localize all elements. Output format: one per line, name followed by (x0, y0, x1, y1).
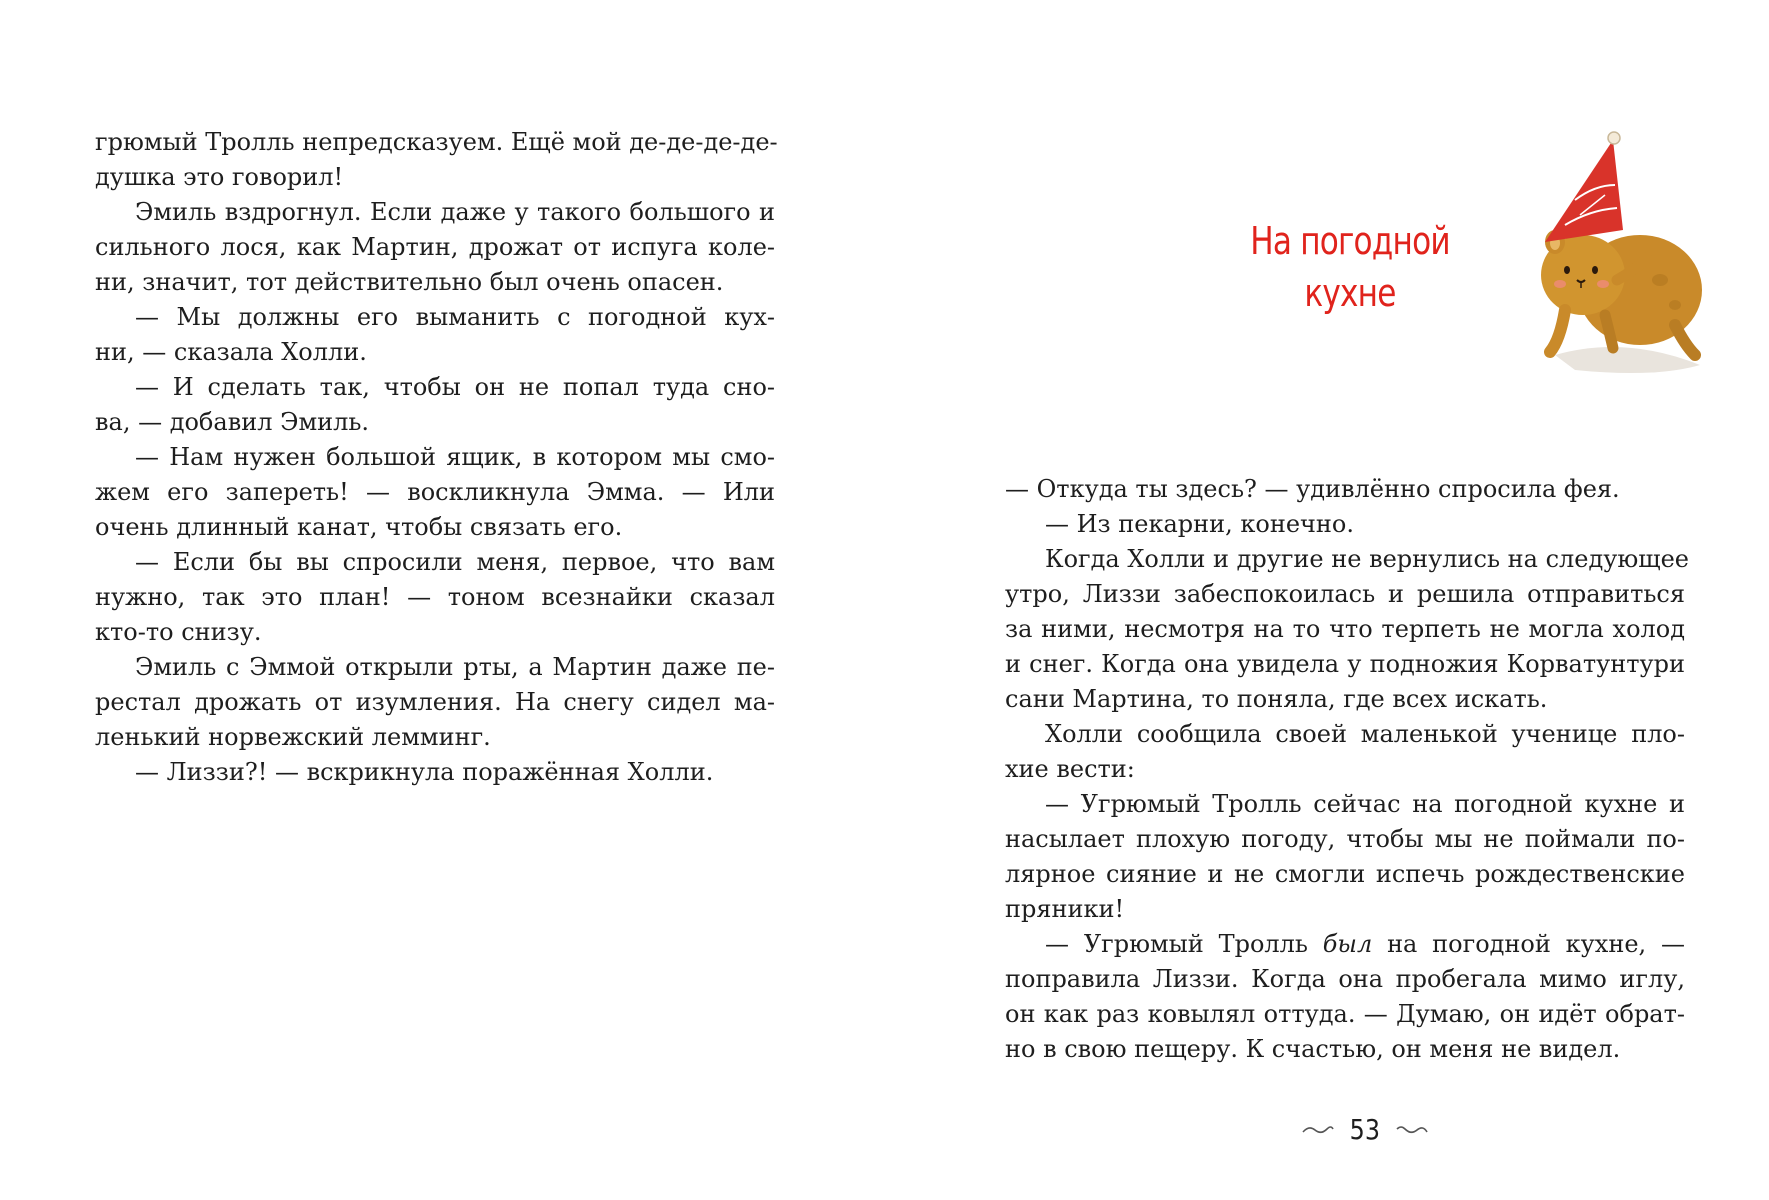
text-line (1005, 927, 1685, 962)
text-line: кто-то снизу. (95, 618, 262, 646)
text-line: пряники! (1005, 895, 1125, 923)
text-line: — Лиззи?! — вскрикнула поражённая Холли. (135, 758, 714, 786)
text-line: — Из пекарни, конечно. (1045, 510, 1354, 538)
text-fragment: — Угрюмый Тролль (1045, 930, 1323, 958)
text-fragment: на погодной кухне, — (1372, 930, 1685, 958)
text-line: но в свою пещеру. К счастью, он меня не видел. (1005, 1035, 1621, 1063)
right-page-text (1005, 472, 1689, 1067)
text-line: и снег. Когда она увидела у подножия Корватунтури (1005, 650, 1685, 678)
chapter-title (1227, 215, 1473, 319)
text-line: Эмиль с Эммой открыли рты, а Мартин даже пе- (135, 653, 775, 681)
text-line: очень длинный канат, чтобы связать его. (95, 513, 623, 541)
text-line: Холли сообщила своей маленькой ученице пло- (1045, 720, 1685, 748)
page-number-value: 53 (1349, 1113, 1381, 1146)
chapter-title-line-1: На погодной (1250, 219, 1450, 263)
text-line: — Мы должны его выманить с погодной кух- (135, 303, 775, 331)
text-line: он как раз ковылял оттуда. — Думаю, он идёт обрат- (1005, 1000, 1685, 1028)
text-line: хие вести: (1005, 755, 1135, 783)
left-page-text (95, 125, 778, 790)
swirl-ornament-icon (1395, 1123, 1429, 1137)
lemming-in-party-hat-icon (1535, 130, 1705, 380)
text-line: — И сделать так, чтобы он не попал туда сно- (135, 373, 775, 401)
text-line: насылает плохую погоду, чтобы мы не поймали по- (1005, 825, 1685, 853)
swirl-ornament-icon (1301, 1123, 1335, 1137)
text-line: ни, — сказала Холли. (95, 338, 367, 366)
text-line: — Откуда ты здесь? — удивлённо спросила фея. (1005, 475, 1620, 503)
text-line: жем его запереть! — воскликнула Эмма. — Или (95, 478, 775, 506)
text-line: ленький норвежский лемминг. (95, 723, 491, 751)
text-line: душка это говорил! (95, 163, 344, 191)
italic-word: был (1322, 930, 1373, 958)
text-line: сильного лося, как Мартин, дрожат от испуга коле- (95, 233, 775, 261)
text-line: нужно, так это план! — тоном всезнайки сказал (95, 583, 775, 611)
text-line: — Нам нужен большой ящик, в котором мы смо- (135, 443, 775, 471)
chapter-title-line-2: кухне (1304, 271, 1396, 315)
text-line: Эмиль вздрогнул. Если даже у такого большого и (135, 198, 775, 226)
text-line: утро, Лиззи забеспокоилась и решила отправиться (1005, 580, 1685, 608)
text-line: ва, — добавил Эмиль. (95, 408, 370, 436)
text-line: сани Мартина, то поняла, где всех искать. (1005, 685, 1548, 713)
text-line: грюмый Тролль непредсказуем. Ещё мой де-де-де-де- (95, 128, 778, 156)
text-line: за ними, несмотря на то что терпеть не могла холод (1005, 615, 1685, 643)
text-line: — Если бы вы спросили меня, первое, что вам (135, 548, 775, 576)
page-number (1290, 1113, 1440, 1153)
text-line: Когда Холли и другие не вернулись на следующее (1045, 545, 1689, 573)
text-line: рестал дрожать от изумления. На снегу сидел ма- (95, 688, 775, 716)
text-line: — Угрюмый Тролль сейчас на погодной кухне и (1045, 790, 1685, 818)
text-line: поправила Лиззи. Когда она пробегала мимо иглу, (1005, 965, 1685, 993)
text-line: лярное сияние и не смогли испечь рождественские (1005, 860, 1685, 888)
text-line: ни, значит, тот действительно был очень опасен. (95, 268, 724, 296)
